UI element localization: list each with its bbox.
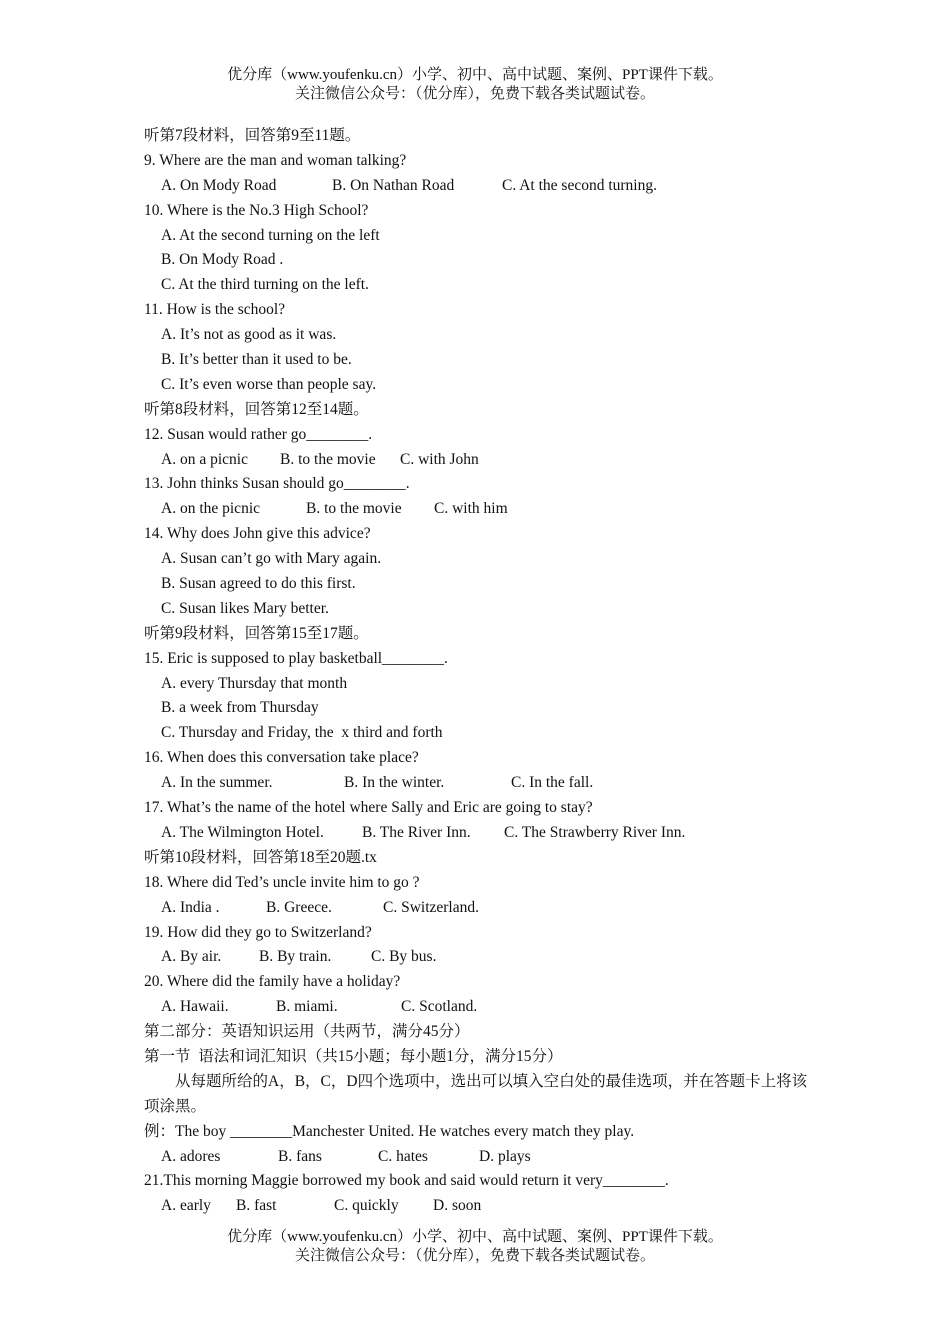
option-16-c: C. In the fall. [511,774,594,792]
question-15: 15. Eric is supposed to play basketball________. [144,649,448,667]
option-15-a: A. every Thursday that month [161,674,348,692]
option-13-b: B. to the movie [306,500,402,518]
option-10-c: C. At the third turning on the left. [161,276,369,294]
option-20-c: C. Scotland. [401,998,478,1016]
option-11-b: B. It’s better than it used to be. [161,351,352,369]
question-13: 13. John thinks Susan should go________. [144,475,410,493]
option-18-c: C. Switzerland. [383,898,479,916]
option-21-b: B. fast [236,1197,277,1215]
example-options [144,1145,824,1170]
option-9-c: C. At the second turning. [502,176,657,194]
option-20-b: B. miami. [276,998,338,1016]
section-heading-8: 听第8段材料，回答第12至14题。 [144,400,369,418]
options-21 [144,1194,824,1219]
header-line-2: 关注微信公众号：（优分库），免费下载各类试题试卷。 [294,86,655,102]
option-9-a: A. On Mody Road [161,176,277,194]
option-11-a: A. It’s not as good as it was. [161,326,337,344]
question-9: 9. Where are the man and woman talking? [144,151,407,169]
question-10: 10. Where is the No.3 High School? [144,201,369,219]
options-19 [144,945,824,970]
header-line-1: 优分库（www.youfenku.cn）小学、初中、高中试题、案例、PPT课件下载。 [227,67,723,83]
question-17: 17. What’s the name of the hotel where Sally and Eric are going to stay? [144,799,593,817]
footer-line-2: 关注微信公众号：（优分库），免费下载各类试题试卷。 [294,1248,655,1264]
exam-content [144,124,824,1219]
option-10-a: A. At the second turning on the left [161,226,380,244]
question-16: 16. When does this conversation take place? [144,749,419,767]
question-18: 18. Where did Ted’s uncle invite him to go ? [144,873,420,891]
option-21-a: A. early [161,1197,211,1215]
question-20: 20. Where did the family have a holiday? [144,973,401,991]
footer-line-1: 优分库（www.youfenku.cn）小学、初中、高中试题、案例、PPT课件下载。 [227,1229,723,1245]
option-15-c: C. Thursday and Friday, the x third and forth [161,724,443,742]
example-option-b: B. fans [278,1147,322,1165]
option-17-a: A. The Wilmington Hotel. [161,823,324,841]
page-footer [0,1228,950,1266]
options-16 [144,771,824,796]
section-heading-9: 听第9段材料，回答第15至17题。 [144,624,369,642]
example-option-d: D. plays [479,1147,531,1165]
options-12 [144,448,824,473]
option-14-c: C. Susan likes Mary better. [161,599,329,617]
question-14: 14. Why does John give this advice? [144,525,371,543]
options-13 [144,497,824,522]
question-21: 21.This morning Maggie borrowed my book and said would return it very________. [144,1172,669,1190]
options-17 [144,821,824,846]
question-11: 11. How is the school? [144,301,286,319]
options-9 [144,174,824,199]
example-option-c: C. hates [378,1147,428,1165]
option-21-d: D. soon [433,1197,482,1215]
option-20-a: A. Hawaii. [161,998,229,1016]
option-17-b: B. The River Inn. [362,823,471,841]
option-14-b: B. Susan agreed to do this first. [161,575,356,593]
option-18-b: B. Greece. [266,898,332,916]
option-13-a: A. on the picnic [161,500,261,518]
question-12: 12. Susan would rather go________. [144,425,373,443]
option-9-b: B. On Nathan Road [332,176,455,194]
option-12-b: B. to the movie [280,450,376,468]
option-18-a: A. India . [161,898,220,916]
option-15-b: B. a week from Thursday [161,699,319,717]
option-14-a: A. Susan can’t go with Mary again. [161,550,382,568]
example-option-a: A. adores [161,1147,221,1165]
option-19-b: B. By train. [259,948,332,966]
page-header [0,66,950,104]
option-10-b: B. On Mody Road . [161,251,284,269]
option-19-a: A. By air. [161,948,222,966]
option-17-c: C. The Strawberry River Inn. [504,823,686,841]
option-19-c: C. By bus. [371,948,437,966]
question-19: 19. How did they go to Switzerland? [144,923,372,941]
options-18 [144,896,824,921]
option-21-c: C. quickly [334,1197,399,1215]
option-16-a: A. In the summer. [161,774,273,792]
option-12-a: A. on a picnic [161,450,248,468]
option-13-c: C. with him [434,500,508,518]
options-20 [144,995,824,1020]
part-2-section-1-heading: 第一节 语法和词汇知识（共15小题；每小题1分，满分15分） [144,1047,563,1065]
instructions: 从每题所给的A，B，C，D四个选项中，选出可以填入空白处的最佳选项，并在答题卡上将该项涂黑。 [144,1072,808,1115]
part-2-heading: 第二部分：英语知识运用（共两节，满分45分） [144,1023,470,1041]
section-heading-7: 听第7段材料，回答第9至11题。 [144,127,361,144]
option-16-b: B. In the winter. [344,774,445,792]
option-11-c: C. It’s even worse than people say. [161,375,377,393]
option-12-c: C. with John [400,450,479,468]
example-question: 例：The boy ________Manchester United. He watches every match they play. [144,1122,635,1140]
section-heading-10: 听第10段材料，回答第18至20题.tx [144,848,377,866]
